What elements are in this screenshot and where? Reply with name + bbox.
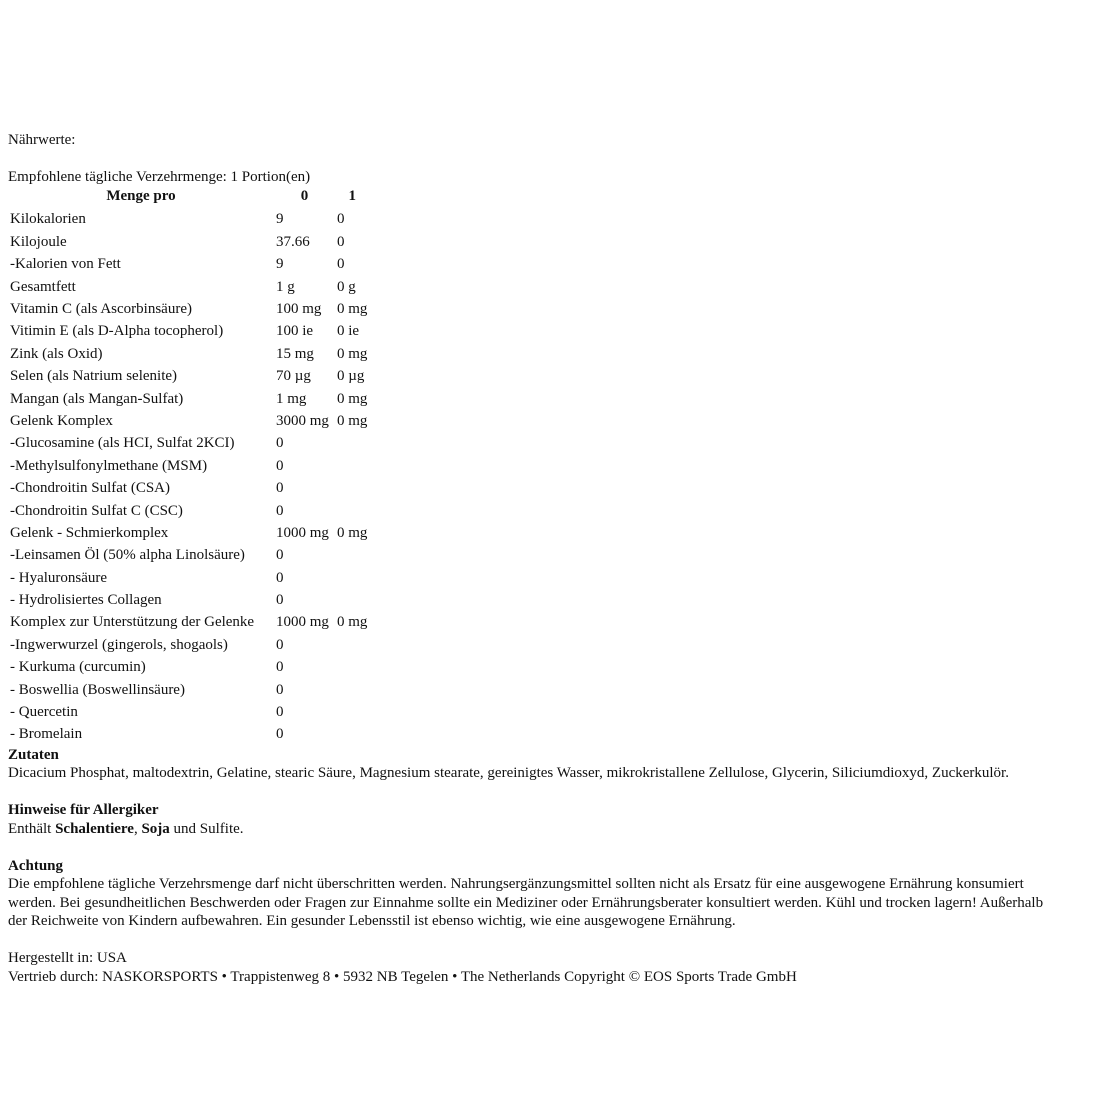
header-col-1: 1 — [348, 187, 356, 204]
nutrition-table — [8, 187, 369, 746]
nutrient-value-0: 1 g — [276, 278, 295, 295]
allergy-title: Hinweise für Allergiker — [8, 802, 159, 819]
table-row — [8, 634, 369, 656]
nutrient-value-0: 100 ie — [276, 323, 314, 340]
nutrient-name: Gesamtfett — [10, 278, 76, 295]
allergen-shellfish: Schalentiere — [55, 820, 134, 837]
nutrient-value-0: 15 mg — [276, 345, 314, 362]
spacer — [8, 150, 1116, 169]
nutrient-value-1: 0 mg — [337, 524, 368, 541]
nutrient-name: -Chondroitin Sulfat C (CSC) — [10, 502, 183, 519]
nutrient-value-1: 0 mg — [337, 301, 368, 317]
nutrient-value-1 — [335, 567, 369, 589]
nutrient-value-1: 0 — [337, 211, 345, 228]
nutrient-value-1: 0 ie — [337, 323, 360, 340]
nutrient-value-1 — [335, 723, 369, 745]
nutrient-value-1 — [335, 679, 369, 701]
nutrient-value-1 — [335, 701, 369, 723]
nutrient-value-0: 0 — [276, 636, 284, 653]
table-row — [8, 701, 369, 723]
table-row — [8, 723, 369, 745]
warning-line-1: Die empfohlene tägliche Verzehrsmenge darf nicht überschritten werden. Nahrungsergänzungsmittel sollten nicht als Ersatz für eine ausgewogene Ernährung konsumiert — [8, 876, 1024, 893]
header-col-0: 0 — [300, 187, 309, 204]
nutrient-value-0: 1000 mg — [276, 524, 329, 541]
nutrient-value-1 — [335, 634, 369, 656]
nutrient-name: Gelenk - Schmierkomplex — [10, 524, 169, 541]
table-row — [8, 500, 369, 522]
nutrient-value-0: 0 — [276, 502, 284, 519]
nutrient-value-0: 0 — [276, 480, 284, 497]
nutrient-value-1 — [335, 455, 369, 477]
allergy-text — [8, 820, 1116, 839]
header-amount-per: Menge pro — [106, 187, 176, 204]
nutrient-value-0: 0 — [276, 704, 284, 721]
nutrient-value-0: 0 — [276, 569, 284, 586]
nutrient-value-1: 0 mg — [337, 390, 368, 407]
table-row — [8, 544, 369, 566]
nutrient-value-0: 0 — [276, 681, 284, 698]
nutrient-value-1 — [335, 544, 369, 566]
nutrient-value-0: 0 — [276, 726, 284, 743]
nutrient-name: Kilokalorien — [10, 211, 86, 228]
allergen-soy: Soja — [141, 820, 170, 837]
table-row — [8, 522, 369, 544]
nutrient-name: -Kalorien von Fett — [10, 256, 121, 273]
nutrient-value-0: 0 — [276, 547, 284, 564]
nutrition-title: Nährwerte: — [8, 132, 76, 148]
nutrient-value-1: 0 mg — [337, 614, 368, 631]
warning-title: Achtung — [8, 857, 64, 874]
nutrient-value-0: 3000 mg — [276, 412, 329, 429]
table-row — [8, 231, 369, 253]
table-row — [8, 455, 369, 477]
table-row — [8, 410, 369, 432]
origin-text: Hergestellt in: USA — [8, 950, 127, 967]
nutrient-value-0: 1000 mg — [276, 614, 329, 631]
nutrient-value-0: 0 — [276, 659, 284, 676]
nutrient-name: Komplex zur Unterstützung der Gelenke — [10, 614, 255, 631]
nutrient-name: Mangan (als Mangan-Sulfat) — [10, 390, 184, 407]
table-row — [8, 679, 369, 701]
nutrient-name: -Chondroitin Sulfat (CSA) — [10, 480, 170, 497]
nutrient-name: -Ingwerwurzel (gingerols, shogaols) — [10, 636, 228, 653]
nutrient-value-0: 37.66 — [276, 233, 310, 250]
distribution-text: Vertrieb durch: NASKORSPORTS • Trappistenweg 8 • 5932 NB Tegelen • The Netherlands Copyright © EOS Sports Trade GmbH — [8, 968, 797, 985]
nutrient-value-1 — [335, 500, 369, 522]
warning-line-3: der Reichweite von Kindern aufbewahren. Ein gesunder Lebensstil ist ebenso wichtig, wie eine ausgewogene Ernährung. — [8, 913, 736, 930]
nutrient-name: Vitimin E (als D-Alpha tocopherol) — [10, 323, 224, 340]
nutrient-value-1 — [335, 477, 369, 499]
table-row — [8, 209, 369, 231]
nutrient-name: Vitamin C (als Ascorbinsäure) — [10, 301, 192, 317]
allergy-suffix: und Sulfite. — [169, 820, 244, 837]
nutrient-value-1 — [335, 656, 369, 678]
nutrient-name: -Leinsamen Öl (50% alpha Linolsäure) — [10, 547, 245, 564]
table-row — [8, 589, 369, 611]
warning-line-2: werden. Bei gesundheitlichen Beschwerden oder Fragen zur Einnahme sollte ein Mediziner oder Ernährungsberater konsultiert werden. Kühl und trocken lagern! Außerhalb — [8, 894, 1044, 911]
nutrient-value-1: 0 mg — [337, 345, 368, 362]
nutrient-name: -Methylsulfonylmethane (MSM) — [10, 457, 208, 474]
nutrient-name: - Hydrolisiertes Collagen — [10, 592, 162, 609]
nutrient-value-1: 0 mg — [337, 412, 368, 429]
nutrient-value-0: 0 — [276, 592, 284, 609]
spacer — [8, 838, 1116, 857]
ingredients-text: Dicacium Phosphat, maltodextrin, Gelatine, stearic Säure, Magnesium stearate, gereinigtes Wasser, mikrokristallene Zellulose, Glycerin, Siliciumdioxyd, Zuckerkulör. — [8, 765, 1009, 782]
nutrient-name: Gelenk Komplex — [10, 412, 113, 429]
nutrient-value-0: 0 — [276, 457, 284, 474]
spacer — [8, 783, 1116, 802]
table-row — [8, 343, 369, 365]
nutrient-name: Kilojoule — [10, 233, 67, 250]
serving-size: Empfohlene tägliche Verzehrmenge: 1 Portion(en) — [8, 169, 311, 185]
nutrient-value-1 — [335, 432, 369, 454]
nutrient-value-1: 0 µg — [337, 368, 365, 385]
nutrient-value-1: 0 — [337, 233, 345, 250]
nutrient-value-0: 0 — [276, 435, 284, 452]
allergy-separator: , — [133, 820, 142, 837]
table-row — [8, 388, 369, 410]
nutrient-name: - Quercetin — [10, 704, 78, 721]
nutrient-name: - Boswellia (Boswellinsäure) — [10, 681, 185, 698]
nutrient-name: Selen (als Natrium selenite) — [10, 368, 178, 385]
table-row — [8, 253, 369, 275]
nutrient-name: - Bromelain — [10, 726, 83, 743]
table-row — [8, 477, 369, 499]
nutrient-value-1: 0 — [337, 256, 345, 273]
table-header-row — [8, 187, 369, 209]
table-row — [8, 656, 369, 678]
nutrient-value-0: 70 µg — [276, 368, 311, 385]
nutrition-table-body — [8, 209, 369, 746]
table-row — [8, 432, 369, 454]
nutrient-name: -Glucosamine (als HCI, Sulfat 2KCI) — [10, 435, 235, 452]
nutrient-name: Zink (als Oxid) — [10, 345, 103, 362]
table-row — [8, 298, 369, 320]
table-row — [8, 567, 369, 589]
nutrient-value-0: 9 — [276, 256, 284, 273]
nutrient-name: - Hyaluronsäure — [10, 569, 108, 586]
nutrient-value-0: 9 — [276, 211, 284, 228]
ingredients-title: Zutaten — [8, 746, 59, 763]
nutrient-value-1 — [335, 589, 369, 611]
table-row — [8, 365, 369, 387]
nutrient-value-1: 0 g — [337, 278, 356, 295]
table-row — [8, 320, 369, 342]
nutrient-value-0: 100 mg — [276, 301, 322, 317]
table-row — [8, 276, 369, 298]
table-row — [8, 612, 369, 634]
allergy-prefix: Enthält — [8, 820, 56, 837]
product-info-document — [8, 131, 1116, 986]
nutrient-value-0: 1 mg — [276, 390, 307, 407]
nutrient-name: - Kurkuma (curcumin) — [10, 659, 146, 676]
spacer — [8, 931, 1116, 950]
